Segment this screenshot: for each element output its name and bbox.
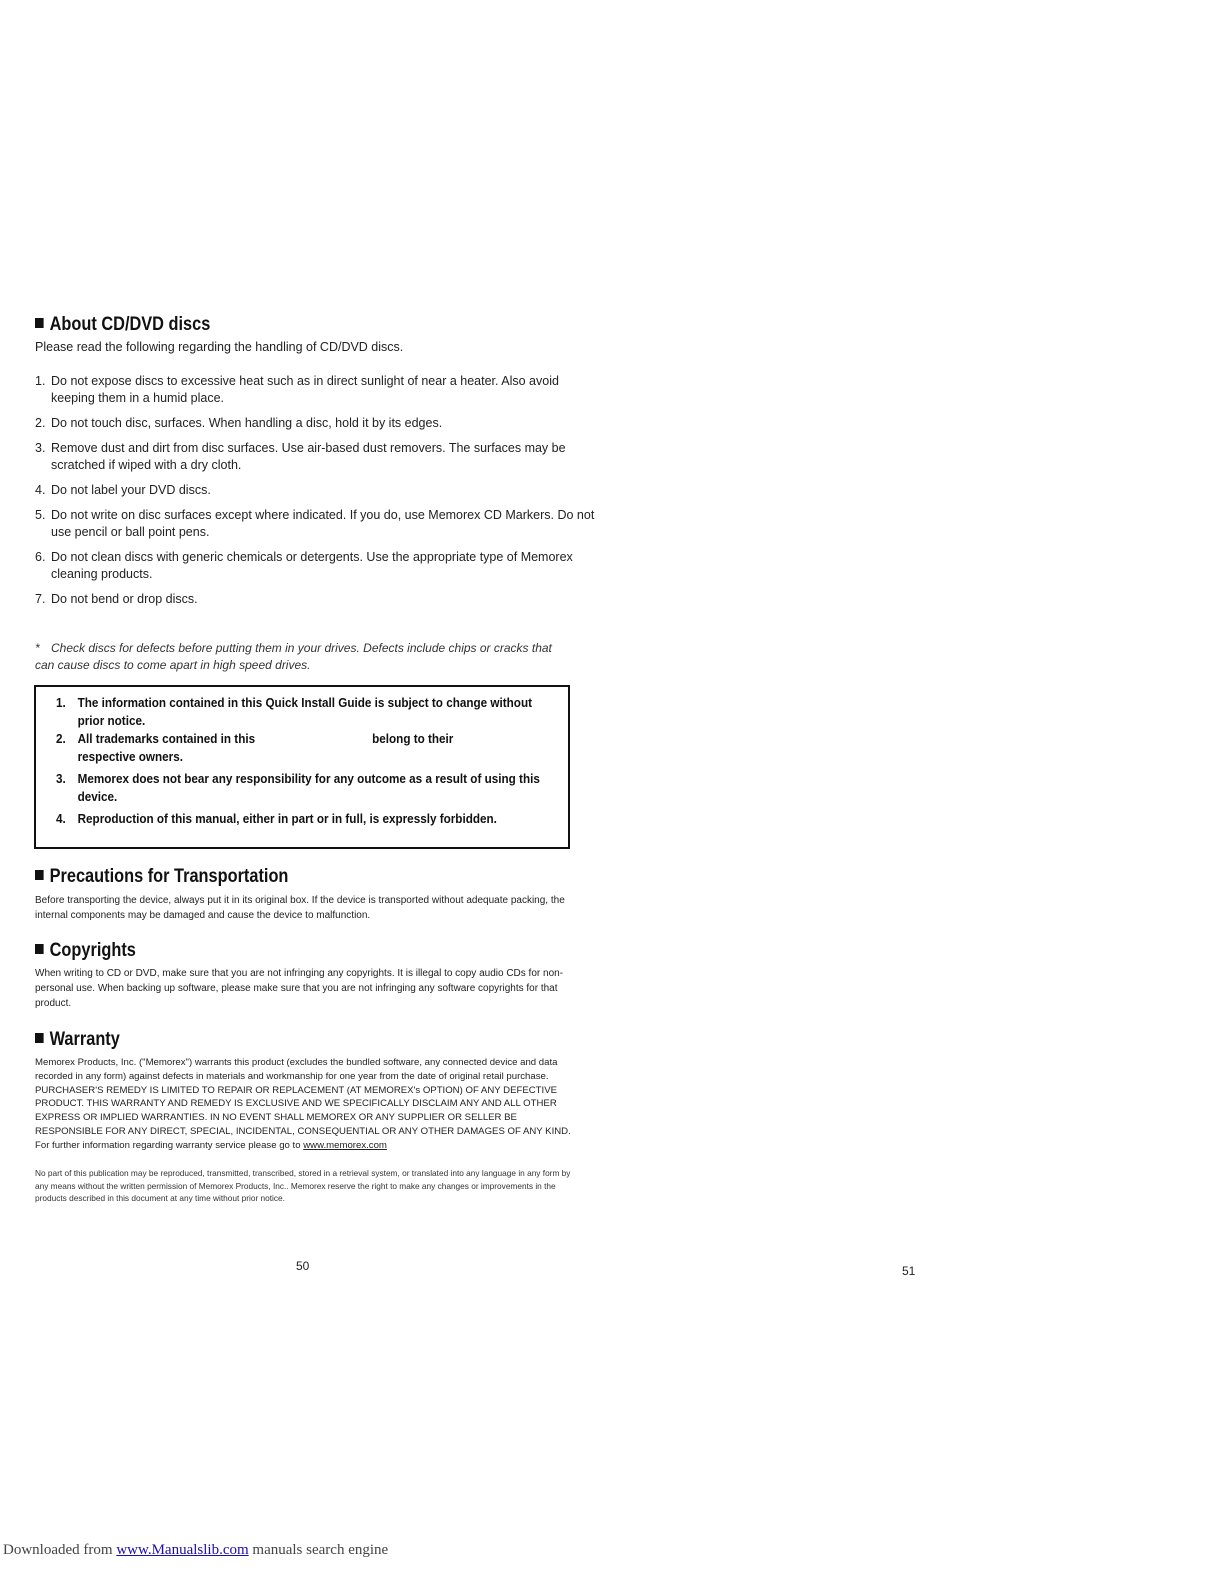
download-footer: Downloaded from www.Manualslib.com manuals search engine: [3, 1542, 389, 1558]
manualslib-link[interactable]: www.Manualslib.com: [116, 1542, 249, 1558]
list-item: 6. Do not clean discs with generic chemicals or detergents. Use the appropriate type of Memorex cleaning products.: [35, 550, 573, 581]
notice-item: 1. The information contained in this Quick Install Guide is subject to change without prior notice.: [56, 695, 532, 728]
transport-heading: Precautions for Transportation: [35, 866, 288, 888]
list-item: 1. Do not expose discs to excessive heat such as in direct sunlight of near a heater. Also avoid keeping them in a humid place.: [35, 374, 559, 405]
about-heading: About CD/DVD discs: [35, 314, 210, 336]
page-number-right: 51: [902, 1264, 916, 1278]
warranty-text: Memorex Products, Inc. ("Memorex") warrants this product (excludes the bundled software, any connected device and data recorded in any form) against defects in materials and workmanship for one year from the date of original retail purchase. PURCHASER'S REMEDY IS LIMITED TO REPAIR OR REPLACEMENT (AT MEMOREX's OPTION) OF ANY DEFECTIVE PRODUCT. THIS WARRANTY AND REMEDY IS EXCLUSIVE AND WE SPECIFICALLY DISCLAIM ANY AND ALL OTHER EXPRESS OR IMPLIED WARRANTIES. IN NO EVENT SHALL MEMOREX OR ANY SUPPLIER OR SELLER BE RESPONSIBLE FOR ANY DIRECT, SPECIAL, INCIDENTAL, CONSEQUENTIAL OR ANY OTHER DAMAGES OF ANY KIND. For further information regarding warranty service please go to www.memorex.com: [35, 1057, 571, 1151]
memorex-link[interactable]: www.memorex.com: [303, 1139, 387, 1151]
about-note: * Check discs for defects before putting them in your drives. Defects include chips or cracks that can cause discs to come apart in high speed drives.: [35, 641, 552, 672]
list-item: 4. Do not label your DVD discs.: [35, 483, 211, 497]
square-bullet-icon: [35, 944, 44, 954]
about-list: [35, 373, 595, 616]
copyrights-heading: Copyrights: [35, 940, 136, 962]
list-item: 5. Do not write on disc surfaces except where indicated. If you do, use Memorex CD Markers. Do not use pencil or ball point pens.: [35, 508, 595, 539]
about-intro: Please read the following regarding the handling of CD/DVD discs.: [35, 340, 404, 354]
square-bullet-icon: [35, 318, 44, 328]
square-bullet-icon: [35, 1033, 44, 1043]
notice-item: 2. All trademarks contained in this belong to their respective owners.: [56, 731, 457, 764]
transport-text: Before transporting the device, always put it in its original box. If the device is transported without adequate packing, the internal components may be damaged and cause the device to malfunction.: [35, 895, 565, 921]
page-number-left: 50: [296, 1259, 310, 1273]
list-item: 3. Remove dust and dirt from disc surfaces. Use air-based dust removers. The surfaces may be scratched if wiped with a dry cloth.: [35, 441, 566, 472]
copyrights-text: When writing to CD or DVD, make sure that you are not infringing any copyrights. It is illegal to copy audio CDs for non-personal use. When backing up software, please make sure that you are not infringing any software copyrights for that product.: [35, 968, 564, 1009]
notice-item: 3. Memorex does not bear any responsibility for any outcome as a result of using this device.: [56, 771, 540, 804]
list-item: 2. Do not touch disc, surfaces. When handling a disc, hold it by its edges.: [35, 416, 443, 430]
notice-box: [34, 685, 570, 849]
list-item: 7. Do not bend or drop discs.: [35, 592, 198, 606]
warranty-heading: Warranty: [35, 1029, 120, 1051]
square-bullet-icon: [35, 870, 44, 880]
notice-item: 4. Reproduction of this manual, either in part or in full, is expressly forbidden.: [56, 811, 497, 826]
fine-print: No part of this publication may be reproduced, transmitted, transcribed, stored in a retrieval system, or translated into any language in any form by any means without the written permission of Memorex Products, Inc.. Memorex reserve the right to make any changes or improvements in the products described in this document at any time without prior notice.: [35, 1168, 571, 1203]
